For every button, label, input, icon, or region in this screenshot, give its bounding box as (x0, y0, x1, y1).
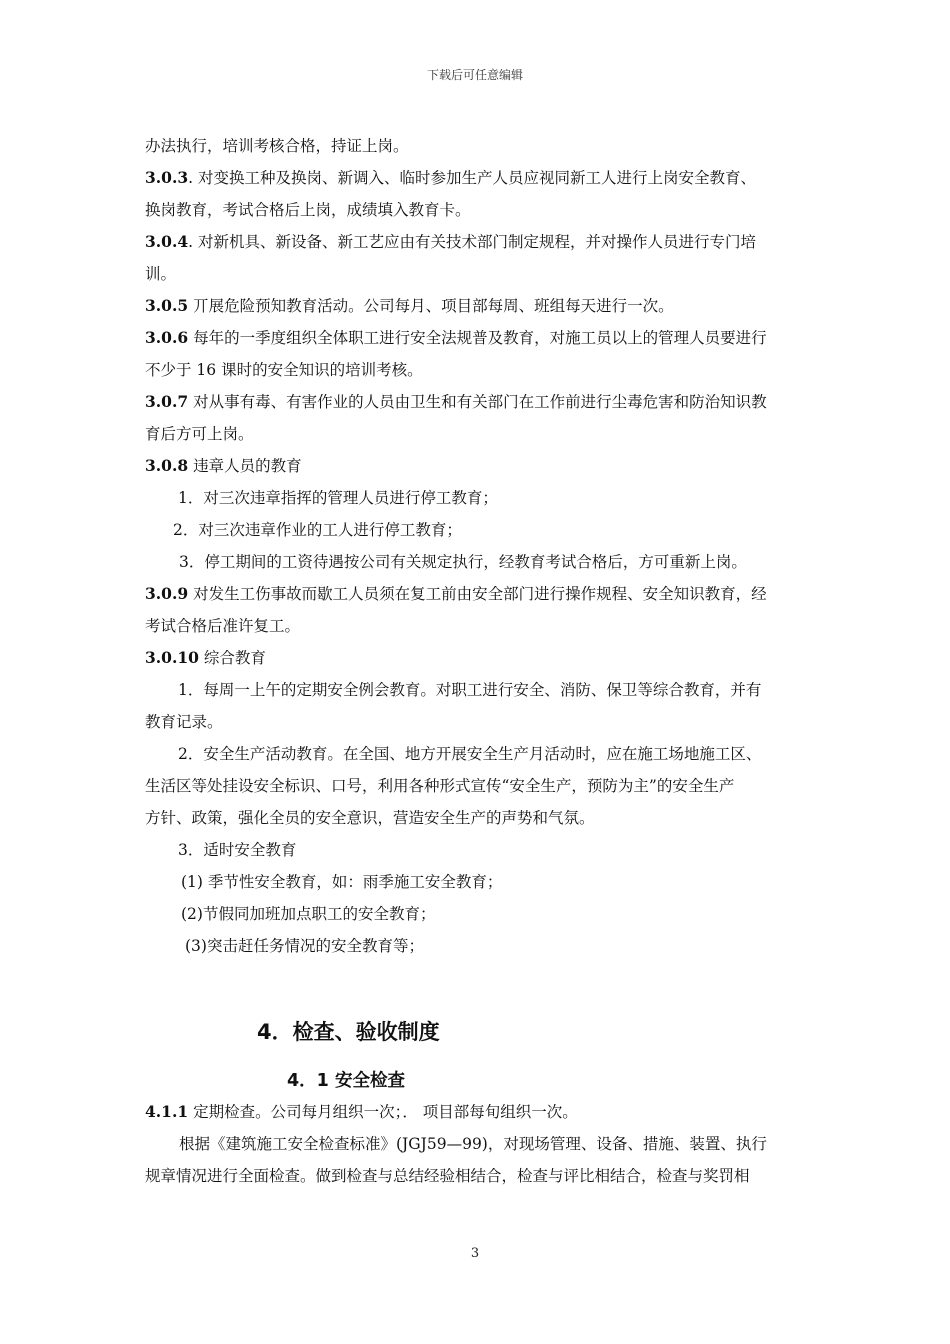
list-item: 2．安全生产活动教育。在全国、地方开展安全生产月活动时，应在施工场地施工区、 (178, 745, 762, 763)
clause-text: 对从事有毒、有害作业的人员由卫生和有关部门在工作前进行尘毒危害和防治知识教 (188, 393, 767, 411)
clause-4-1-1 (145, 1096, 809, 1128)
clause-number: 3.0.6 (145, 328, 189, 347)
clause-number: 3.0.8 (145, 456, 189, 475)
paragraph-line: 育后方可上岗。 (145, 425, 254, 443)
clause-number: 3.0.10 (145, 648, 199, 667)
clause-text: 丌展危险预知教育活动。公司每月、项目部每周、班组每天进行一次。 (188, 297, 674, 315)
paragraph-line: 生活区等处挂设安全标识、口号，利用各种形式宣传“安全生产，预防为主”的安全生产 (145, 777, 735, 795)
clause-number: 3.0.9 (145, 584, 189, 603)
list-item: 3．适时安全教育 (178, 841, 297, 859)
sub-list-item: (2)节假同加班加点职工的安全教育； (181, 905, 436, 923)
paragraph-line: 换岗教育，考试合格后上岗，成绩填入教育卡。 (145, 201, 471, 219)
paragraph-line: 教育记录。 (145, 713, 223, 731)
list-item: 3．停工期间的工资待遇按公司有关规定执行，经教育考试合格后，方可重新上岗。 (179, 553, 747, 571)
list-item: 1．每周一上午的定期安全例会教育。对职工进行安全、消防、保卫等综合教育，并有 (178, 681, 762, 699)
paragraph-line: 方针、政策，强化全员的安全意识，营造安全生产的声势和气氛。 (145, 809, 595, 827)
clause-3-0-10 (145, 642, 809, 674)
clause-3-0-8 (145, 450, 809, 482)
section-heading: 4．检查、验收制度 (257, 1020, 440, 1044)
clause-number: 3.0.5 (145, 296, 189, 315)
clause-text: 违章人员的教育 (188, 457, 302, 475)
page-number: 3 (470, 1246, 480, 1261)
clause-number: 3.0.4 (145, 232, 189, 251)
sub-list-item: (1) 季节性安全教育，如：雨季施工安全教育； (181, 873, 503, 891)
subsection-heading: 4．1 安全检查 (287, 1071, 405, 1091)
clause-number: 4.1.1 (145, 1102, 189, 1121)
document-body (145, 130, 809, 1192)
clause-3-0-7 (145, 386, 809, 418)
clause-number: 3.0.7 (145, 392, 189, 411)
page-header: 下载后可任意编辑 (426, 68, 523, 82)
paragraph-line: 根据《建筑施工安全检查标准》(JGJ59—99)，对现场管理、设备、措施、装置、执行 (179, 1135, 767, 1153)
clause-text: 定期检查。公司每月组织一次；． 项目部每旬组织一次。 (188, 1103, 578, 1121)
paragraph-line: 训。 (145, 265, 177, 283)
paragraph-line: 规章情况进行全面检查。做到检查与总结经验相结合，检查与评比相结合，检查与奖罚相 (145, 1167, 750, 1185)
clause-3-0-3 (145, 162, 809, 194)
clause-text: 对发生工伤事故而歇工人员须在复工前由安全部门进行操作规程、安全知识教育，经 (188, 585, 767, 603)
paragraph-line: 办法执行，培训考核合格，持证上岗。 (145, 137, 409, 155)
clause-text: 每年的一季度组织全体职工进行安全法规普及教育，对施工员以上的管理人员要进行 (188, 329, 767, 347)
clause-text: 综合教育 (198, 649, 266, 667)
clause-text: . 对新机具、新设备、新工艺应由有关技术部门制定规程，并对操作人员进行专门培 (188, 233, 757, 251)
paragraph-line: 不少于 16 课时的安全知识的培训考核。 (145, 361, 423, 379)
list-item: 1．对三次违章指挥的管理人员进行停工教育； (178, 489, 498, 507)
clause-3-0-4 (145, 226, 809, 258)
clause-3-0-6 (145, 322, 809, 354)
paragraph-line: 考试合格后准许复工。 (145, 617, 301, 635)
clause-3-0-9 (145, 578, 809, 610)
clause-text: . 对变换工种及换岗、新调入、临时参加生产人员应视同新工人进行上岗安全教育、 (188, 169, 757, 187)
list-item: 2．对三次违章作业的工人进行停工教育； (173, 521, 462, 539)
clause-3-0-5 (145, 290, 809, 322)
sub-list-item: (3)突击赶任务情况的安全教育等； (185, 937, 424, 955)
clause-number: 3.0.3 (145, 168, 189, 187)
